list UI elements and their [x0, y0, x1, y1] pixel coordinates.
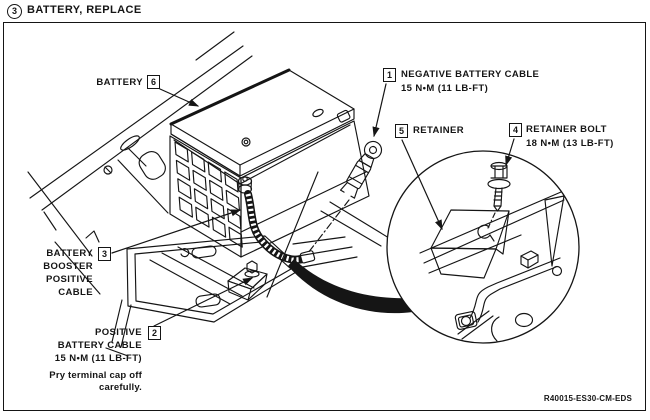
retainer-callout-label: RETAINER	[413, 125, 465, 136]
battery-cell-grid	[175, 142, 242, 247]
positive-cable-label-line2: BATTERY CABLE	[57, 340, 142, 351]
callout-number-1: 1	[383, 68, 396, 82]
pry-cap-note-line2: carefully.	[98, 382, 142, 393]
callout-number-3: 3	[98, 247, 111, 261]
callout-number-6: 6	[147, 75, 160, 89]
retainer-bolt-torque-spec: 18 N•M (13 LB-FT)	[526, 138, 614, 149]
leader-booster-cable	[112, 210, 240, 253]
leader-positive-cable	[154, 278, 252, 326]
positive-cable-label-line1: POSITIVE	[94, 327, 142, 338]
booster-cable-label-line2: BOOSTER	[43, 261, 93, 272]
booster-cable-label-line1: BATTERY	[46, 248, 93, 259]
battery-callout-label: BATTERY	[96, 77, 143, 88]
detail-circle	[387, 151, 579, 343]
booster-cable-label-line4: CABLE	[58, 287, 93, 298]
callout-number-4: 4	[509, 123, 522, 137]
callout-number-2: 2	[148, 326, 161, 340]
leader-negative-cable	[374, 84, 386, 136]
page-title: BATTERY, REPLACE	[27, 4, 142, 16]
terminal-centerline	[308, 200, 349, 253]
booster-cable-label-line3: POSITIVE	[45, 274, 93, 285]
negative-cable-callout-label: NEGATIVE BATTERY CABLE	[401, 69, 540, 80]
section-number-badge: 3	[7, 4, 22, 19]
document-id: R40015-ES30-CM-EDS	[543, 394, 632, 403]
positive-cable-torque-spec: 15 N•M (11 LB-FT)	[54, 353, 142, 364]
negative-cable-connector	[340, 138, 384, 198]
pry-cap-note-line1: Pry terminal cap off	[49, 370, 142, 381]
battery-body	[170, 70, 369, 257]
callout-number-5: 5	[395, 124, 408, 138]
retainer-bolt-callout-label: RETAINER BOLT	[526, 124, 607, 135]
negative-cable-torque-spec: 15 N•M (11 LB-FT)	[401, 83, 489, 94]
fender-rail-lines	[30, 32, 252, 242]
